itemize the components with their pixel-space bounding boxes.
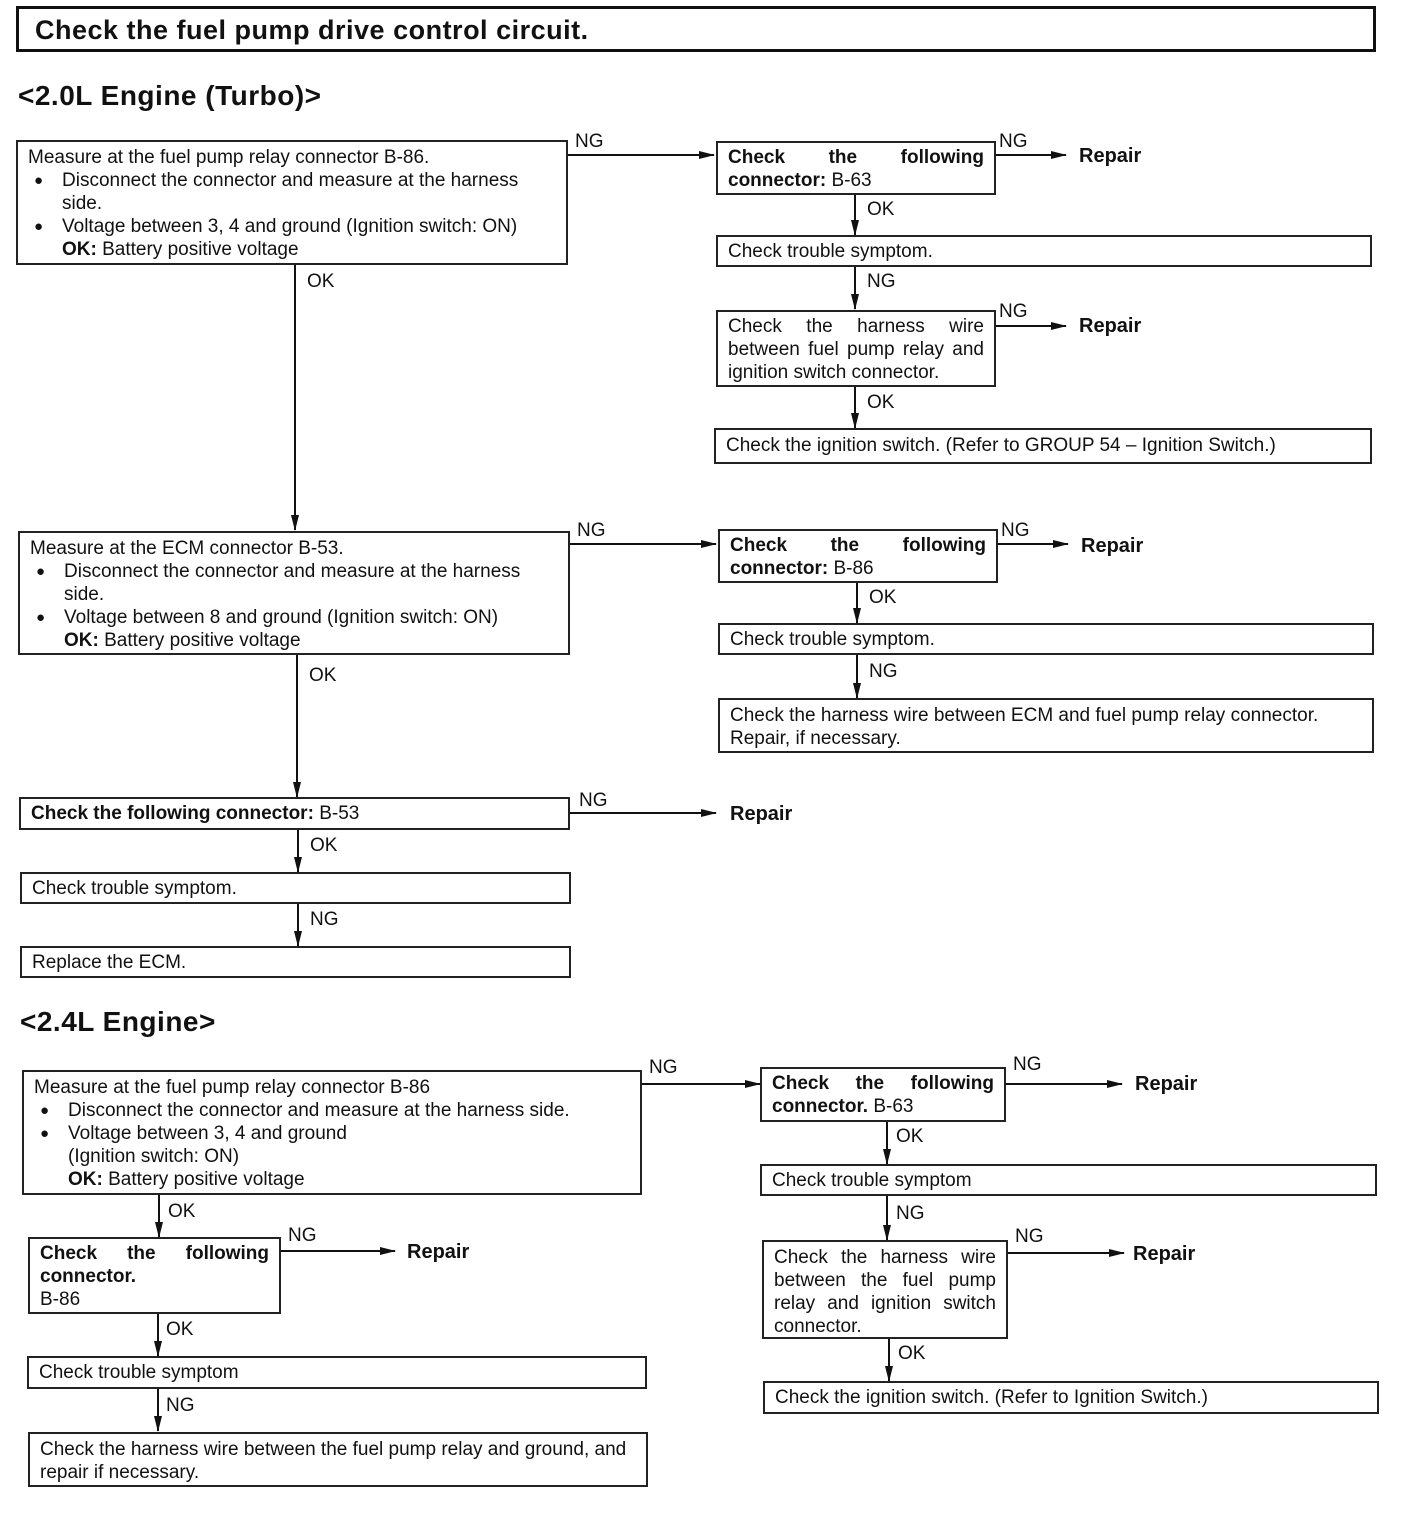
repair-label: Repair	[407, 1241, 470, 1263]
l24-harness-ign-text: Check the harness wire between the fuel pump relay and ignition switch connector.	[774, 1247, 996, 1337]
turbo-harness-ecm-text: Check the harness wire between ECM and fuel pump relay connector. Repair, if necessary.	[730, 705, 1319, 749]
ng-label: NG	[577, 520, 606, 541]
turbo-harness-ign-text: Check the harness wire between fuel pump relay and ignition switch connector.	[728, 316, 984, 383]
ng-label: NG	[999, 301, 1028, 322]
turbo-conn-b53-box	[19, 797, 570, 830]
repair-label: Repair	[730, 803, 793, 825]
turbo-conn-b63-bold: Check the following connector:	[728, 147, 984, 191]
ng-label: NG	[288, 1225, 317, 1246]
ok-label: OK	[310, 835, 338, 856]
turbo-ign-switch-text: Check the ignition switch. (Refer to GROUP 54 – Ignition Switch.)	[726, 435, 1276, 456]
repair-label: Repair	[1079, 315, 1142, 337]
ok-label: OK	[309, 665, 337, 686]
turbo-ecm-measure-bullet1: ● Disconnect the connector and measure at the harness side.	[30, 560, 558, 606]
turbo-conn-b63-value: B-63	[831, 170, 872, 191]
l24-relay-measure-line1: Measure at the fuel pump relay connector B-86	[34, 1077, 431, 1098]
turbo-ecm-measure-bullet2: ● Voltage between 8 and ground (Ignition switch: ON)	[30, 606, 558, 629]
ng-label: NG	[869, 661, 898, 682]
turbo-ecm-ok-prefix: OK:	[64, 630, 99, 651]
turbo-relay-measure-bullet1: ● Disconnect the connector and measure at the harness side.	[28, 169, 556, 215]
l24-harness-ign-box	[762, 1240, 1008, 1339]
ok-label: OK	[166, 1319, 194, 1340]
ok-label: OK	[168, 1201, 196, 1222]
l24-conn-b63-box	[760, 1067, 1006, 1122]
l24-harness-ground-text: Check the harness wire between the fuel pump relay and ground, and repair if necessary.	[40, 1439, 627, 1483]
turbo-ecm-measure-line1: Measure at the ECM connector B-53.	[30, 538, 344, 559]
l24-symptom-right-box	[760, 1164, 1377, 1196]
l24-relay-measure-bullet1: ● Disconnect the connector and measure at the harness side.	[34, 1099, 630, 1122]
ng-label: NG	[579, 790, 608, 811]
turbo-symptom1-box	[716, 235, 1372, 267]
l24-ign-switch-box	[763, 1381, 1379, 1414]
ok-label: OK	[307, 271, 335, 292]
ok-label: OK	[898, 1343, 926, 1364]
ng-label: NG	[1001, 520, 1030, 541]
turbo-ecm-measure-box	[18, 531, 570, 655]
l24-harness-ground-box	[28, 1432, 648, 1487]
page-title-text: Check the fuel pump drive control circuit.	[35, 15, 589, 45]
ng-label: NG	[1013, 1054, 1042, 1075]
l24-relay-ok-prefix: OK:	[68, 1169, 103, 1190]
turbo-conn-b53-value: B-53	[319, 803, 360, 824]
l24-relay-measure-box	[22, 1070, 642, 1195]
section-heading-turbo: <2.0L Engine (Turbo)>	[18, 80, 322, 111]
turbo-symptom3-box	[20, 872, 571, 904]
l24-relay-ok-value: Battery positive voltage	[108, 1169, 305, 1190]
turbo-harness-ecm-box	[718, 698, 1374, 753]
turbo-harness-ign-box	[716, 310, 996, 387]
turbo-symptom1-text: Check trouble symptom.	[728, 241, 933, 262]
ng-label: NG	[310, 909, 339, 930]
turbo-replace-ecm-text: Replace the ECM.	[32, 952, 187, 973]
turbo-conn-b63-box	[716, 141, 996, 195]
ng-label: NG	[896, 1203, 925, 1224]
turbo-relay-measure-box	[16, 140, 568, 265]
turbo-conn-b53-bold: Check the following connector:	[31, 803, 314, 824]
turbo-ign-switch-box	[714, 428, 1372, 464]
ng-label: NG	[999, 131, 1028, 152]
l24-symptom-left-box	[27, 1356, 647, 1389]
turbo-symptom2-text: Check trouble symptom.	[730, 629, 935, 650]
l24-relay-measure-bullet2b: (Ignition switch: ON)	[68, 1146, 240, 1167]
turbo-replace-ecm-box	[20, 946, 571, 978]
l24-symptom-left-text: Check trouble symptom	[39, 1362, 239, 1383]
turbo-relay-ok-value: Battery positive voltage	[102, 239, 299, 260]
l24-conn-b86-box	[28, 1237, 281, 1314]
ok-label: OK	[867, 392, 895, 413]
turbo-relay-measure-line1: Measure at the fuel pump relay connector B-86.	[28, 147, 430, 168]
turbo-relay-measure-bullet2: ● Voltage between 3, 4 and ground (Ignition switch: ON)	[28, 215, 556, 238]
turbo-ecm-ok-value: Battery positive voltage	[104, 630, 301, 651]
l24-conn-b63-bold: Check the following connector.	[772, 1073, 994, 1117]
section-heading-24: <2.4L Engine>	[20, 1006, 216, 1037]
repair-label: Repair	[1133, 1243, 1196, 1265]
repair-label: Repair	[1081, 535, 1144, 557]
l24-conn-b86-value: B-86	[40, 1289, 81, 1310]
l24-symptom-right-text: Check trouble symptom	[772, 1170, 972, 1191]
l24-conn-b63-value: B-63	[873, 1096, 914, 1117]
turbo-conn-b86-value: B-86	[833, 558, 874, 579]
ng-label: NG	[867, 271, 896, 292]
ng-label: NG	[1015, 1226, 1044, 1247]
repair-label: Repair	[1135, 1073, 1198, 1095]
ng-label: NG	[575, 131, 604, 152]
turbo-symptom3-text: Check trouble symptom.	[32, 878, 237, 899]
l24-ign-switch-text: Check the ignition switch. (Refer to Ignition Switch.)	[775, 1387, 1208, 1408]
turbo-conn-b86-box	[718, 529, 998, 583]
repair-label: Repair	[1079, 145, 1142, 167]
turbo-symptom2-box	[718, 623, 1374, 655]
ok-label: OK	[896, 1126, 924, 1147]
l24-relay-measure-bullet2a: ● Voltage between 3, 4 and ground	[34, 1122, 630, 1145]
ng-label: NG	[649, 1057, 678, 1078]
turbo-conn-b86-bold: Check the following connector:	[730, 535, 986, 579]
ok-label: OK	[867, 199, 895, 220]
turbo-relay-ok-prefix: OK:	[62, 239, 97, 260]
ng-label: NG	[166, 1395, 195, 1416]
l24-conn-b86-bold: Check the following connector.	[40, 1243, 269, 1287]
ok-label: OK	[869, 587, 897, 608]
